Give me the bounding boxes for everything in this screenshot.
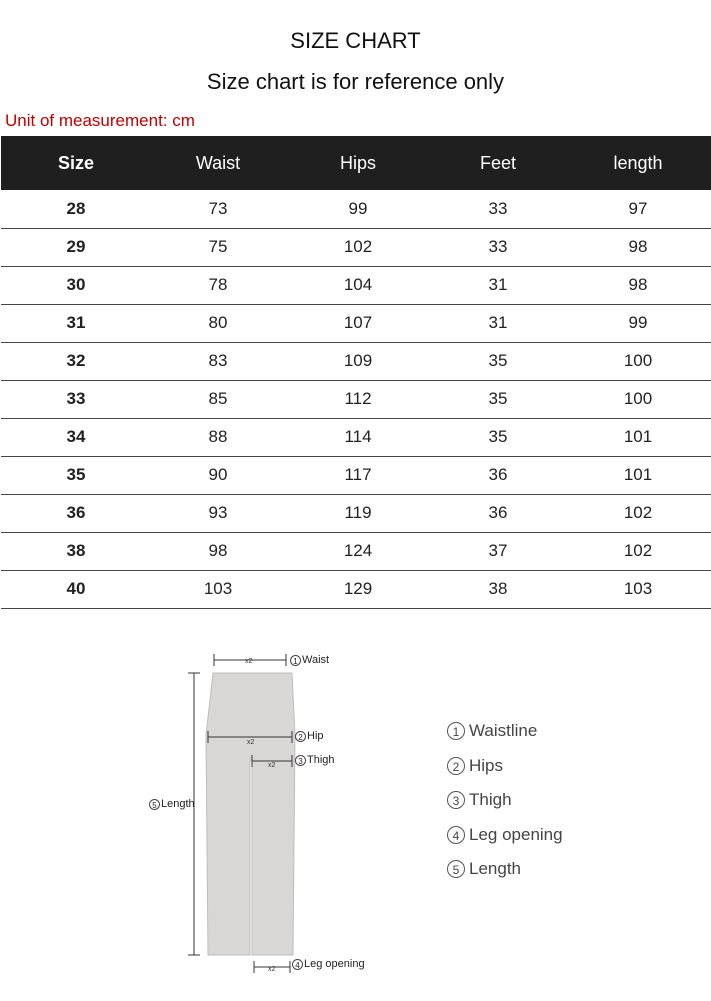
size-cell: 32 xyxy=(66,351,86,370)
leg-x2-mark: x2 xyxy=(268,966,276,973)
value-cell: 75 xyxy=(208,237,228,256)
value-cell: 35 xyxy=(488,427,508,446)
value-cell: 38 xyxy=(488,579,508,598)
diagram-label-leg-opening: 4 Leg opening xyxy=(292,958,365,970)
value-cell: 35 xyxy=(488,351,508,370)
diagram-label-hip: 2 Hip xyxy=(295,730,324,742)
size-cell: 28 xyxy=(66,198,86,218)
value-cell: 112 xyxy=(344,389,372,408)
table-row xyxy=(1,456,711,494)
header-size: Size xyxy=(57,152,95,173)
size-cell: 31 xyxy=(66,313,86,332)
value-cell: 97 xyxy=(628,198,648,218)
value-cell: 103 xyxy=(203,579,233,598)
value-cell: 101 xyxy=(623,427,653,446)
size-cell: 36 xyxy=(66,503,86,522)
table-row xyxy=(1,570,711,608)
thigh-x2-mark: x2 xyxy=(268,762,276,769)
header-feet: Feet xyxy=(479,152,517,173)
value-cell: 102 xyxy=(623,541,653,560)
table-row xyxy=(1,228,711,266)
diagram-label-thigh: 3 Thigh xyxy=(295,754,335,766)
value-cell: 100 xyxy=(623,389,653,408)
table-row xyxy=(1,532,711,570)
value-cell: 36 xyxy=(488,503,508,522)
size-cell: 35 xyxy=(66,465,86,484)
table-header-row xyxy=(1,136,711,190)
size-cell: 34 xyxy=(66,427,86,446)
pants-illustration xyxy=(140,640,380,985)
diagram-label-waist: 1 Waist xyxy=(290,654,329,666)
header-hips: Hips xyxy=(339,152,376,173)
size-cell: 33 xyxy=(66,389,86,408)
value-cell: 98 xyxy=(628,237,648,256)
table-row xyxy=(1,380,711,418)
size-cell: 40 xyxy=(66,579,86,598)
value-cell: 33 xyxy=(488,198,508,218)
value-cell: 35 xyxy=(488,389,508,408)
value-cell: 80 xyxy=(208,313,228,332)
value-cell: 88 xyxy=(208,427,228,446)
value-cell: 104 xyxy=(343,275,373,294)
value-cell: 36 xyxy=(488,465,508,484)
value-cell: 114 xyxy=(344,427,372,446)
value-cell: 101 xyxy=(623,465,653,484)
value-cell: 100 xyxy=(623,351,653,370)
unit-label: Unit of measurement: cm xyxy=(5,111,195,130)
hip-x2-mark: x2 xyxy=(247,739,255,746)
waist-x2-mark: x2 xyxy=(245,658,253,665)
value-cell: 31 xyxy=(488,275,508,294)
value-cell: 107 xyxy=(343,313,373,332)
table-row xyxy=(1,190,711,228)
value-cell: 93 xyxy=(208,503,228,522)
header-waist: Waist xyxy=(195,152,241,173)
table-row xyxy=(1,304,711,342)
value-cell: 129 xyxy=(343,579,373,598)
size-cell: 29 xyxy=(66,237,86,256)
value-cell: 117 xyxy=(344,465,372,484)
value-cell: 98 xyxy=(628,275,648,294)
table-row xyxy=(1,494,711,532)
pants-diagram xyxy=(140,640,380,985)
table-row xyxy=(1,342,711,380)
page-title: SIZE CHART xyxy=(290,28,421,53)
size-cell: 30 xyxy=(66,275,86,294)
size-table xyxy=(1,136,711,609)
size-cell: 38 xyxy=(66,541,86,560)
value-cell: 31 xyxy=(488,313,508,332)
page-subtitle: Size chart is for reference only xyxy=(206,69,505,94)
value-cell: 119 xyxy=(344,503,372,522)
value-cell: 102 xyxy=(623,503,653,522)
value-cell: 37 xyxy=(488,541,508,560)
table-row xyxy=(1,266,711,304)
table-row xyxy=(1,418,711,456)
value-cell: 85 xyxy=(208,389,228,408)
diagram-label-length: 5 Length xyxy=(149,798,195,810)
legend-item-hips: 2 Hips xyxy=(447,749,563,784)
legend-item-waistline: 1 Waistline xyxy=(447,714,563,749)
value-cell: 99 xyxy=(628,313,648,332)
value-cell: 109 xyxy=(343,351,373,370)
value-cell: 78 xyxy=(208,275,228,294)
value-cell: 73 xyxy=(208,198,228,218)
value-cell: 124 xyxy=(343,541,373,560)
header-length: length xyxy=(613,152,663,173)
value-cell: 102 xyxy=(343,237,373,256)
legend-item-thigh: 3 Thigh xyxy=(447,783,563,818)
value-cell: 103 xyxy=(623,579,653,598)
value-cell: 90 xyxy=(208,465,228,484)
measurement-legend xyxy=(447,714,563,887)
legend-item-length: 5 Length xyxy=(447,852,563,887)
value-cell: 99 xyxy=(348,198,368,218)
value-cell: 98 xyxy=(208,541,228,560)
value-cell: 33 xyxy=(488,237,508,256)
legend-item-leg-opening: 4 Leg opening xyxy=(447,818,563,853)
value-cell: 83 xyxy=(208,351,228,370)
